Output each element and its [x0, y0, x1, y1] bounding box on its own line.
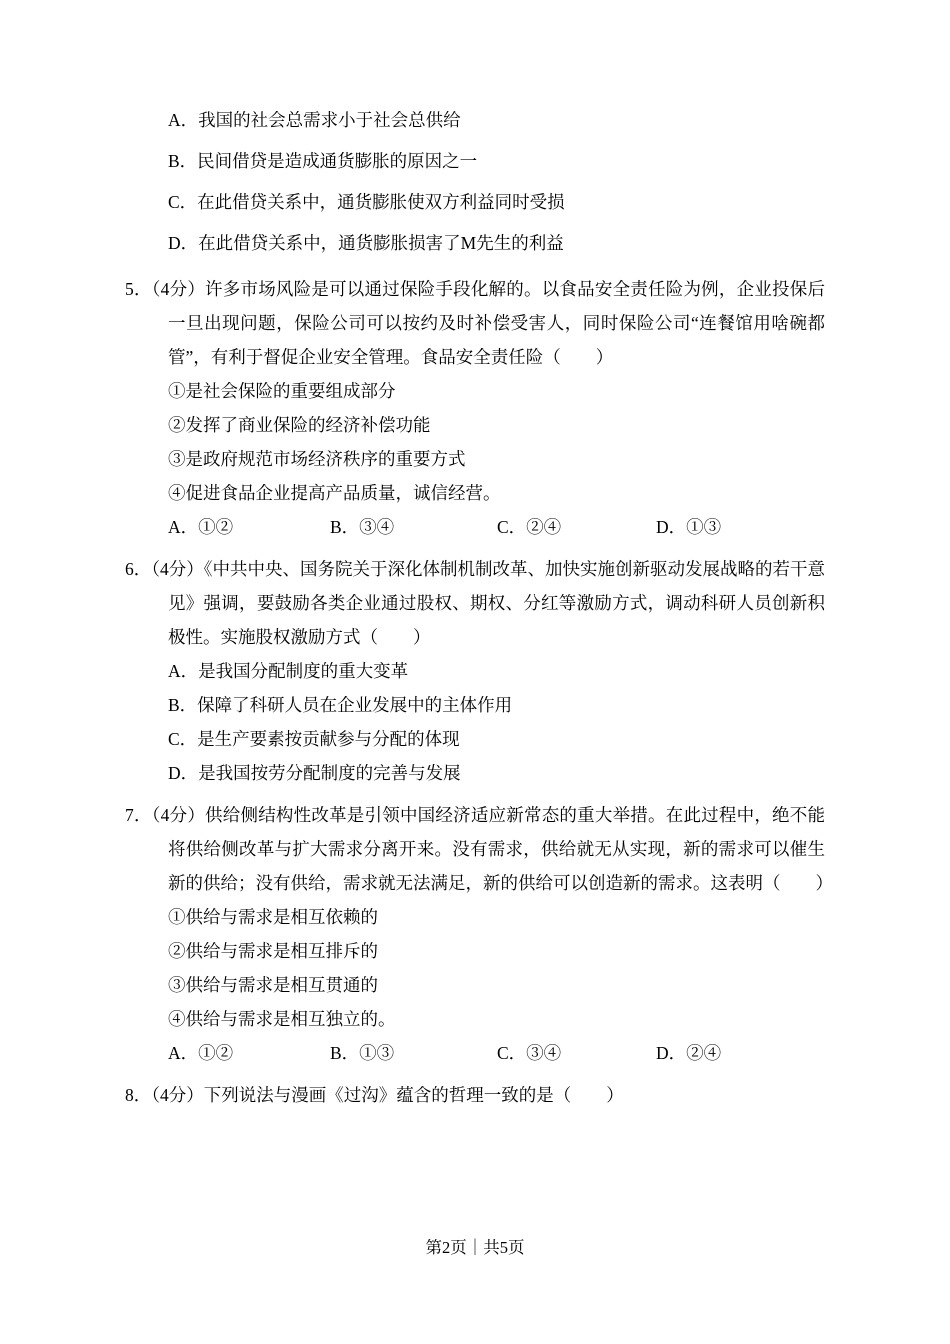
q4-option-b: B．民间借贷是造成通货膨胀的原因之一: [168, 151, 478, 171]
q5-answer-row: [125, 510, 825, 544]
q5-statement-3: ③是政府规范市场经济秩序的重要方式: [168, 449, 466, 469]
q5-stem: 5．（4分）许多市场风险是可以通过保险手段化解的。以食品安全责任险为例，企业投保后一旦出现问题，保险公司可以按约及时补偿受害人，同时保险公司“连餐馆用啥碗都管”，有利于督促企业安全管理。食品安全责任险（ ）: [125, 279, 825, 367]
question-6: [125, 552, 825, 790]
q5-statement-4: ④促进食品企业提高产品质量，诚信经营。: [168, 483, 501, 503]
q5-statement-1: ①是社会保险的重要组成部分: [168, 381, 396, 401]
q5-answer-b: B．③④: [330, 517, 395, 537]
q4-option-c: C．在此借贷关系中，通货膨胀使双方利益同时受损: [168, 192, 565, 212]
q8-stem: 8．（4分）下列说法与漫画《过沟》蕴含的哲理一致的是（ ）: [125, 1085, 624, 1105]
q6-option-d: D．是我国按劳分配制度的完善与发展: [168, 763, 461, 783]
q5-statement-2: ②发挥了商业保险的经济补偿功能: [168, 415, 431, 435]
q5-answer-c: C．②④: [497, 517, 562, 537]
q4-option-a: A．我国的社会总需求小于社会总供给: [168, 110, 461, 130]
q7-statement-3: ③供给与需求是相互贯通的: [168, 975, 378, 995]
question-5: [125, 272, 825, 544]
q7-answer-a: A．①②: [168, 1043, 234, 1063]
q4-option-d: D．在此借贷关系中，通货膨胀损害了M先生的利益: [168, 233, 564, 253]
q6-option-b: B．保障了科研人员在企业发展中的主体作用: [168, 695, 513, 715]
q7-answer-row: [125, 1036, 825, 1070]
q5-answer-d: D．①③: [656, 517, 722, 537]
q6-stem: 6．（4分）《中共中央、国务院关于深化体制机制改革、加快实施创新驱动发展战略的若干意见》强调，要鼓励各类企业通过股权、期权、分红等激励方式，调动科研人员创新积极性。实施股权激励方式（ ）: [125, 559, 825, 647]
question-8: [125, 1078, 825, 1112]
q7-answer-b: B．①③: [330, 1043, 395, 1063]
page-number-indicator: 第2页｜共5页: [425, 1238, 525, 1257]
q6-option-a: A．是我国分配制度的重大变革: [168, 661, 409, 681]
q7-statement-4: ④供给与需求是相互独立的。: [168, 1009, 396, 1029]
exam-content: [125, 100, 833, 1120]
q7-answer-d: D．②④: [656, 1043, 722, 1063]
question-4-options: [125, 100, 825, 264]
question-7: [125, 798, 833, 1070]
q7-statement-1: ①供给与需求是相互依赖的: [168, 907, 378, 927]
q7-stem: 7．（4分）供给侧结构性改革是引领中国经济适应新常态的重大举措。在此过程中，绝不能将供给侧改革与扩大需求分离开来。没有需求，供给就无从实现，新的需求可以催生新的供给；没有供给，需求就无法满足，新的供给可以创造新的需求。这表明（ ）: [125, 805, 833, 893]
q7-statement-2: ②供给与需求是相互排斥的: [168, 941, 378, 961]
q5-answer-a: A．①②: [168, 517, 234, 537]
page-footer: [0, 1234, 950, 1258]
q6-option-c: C．是生产要素按贡献参与分配的体现: [168, 729, 460, 749]
q7-answer-c: C．③④: [497, 1043, 562, 1063]
